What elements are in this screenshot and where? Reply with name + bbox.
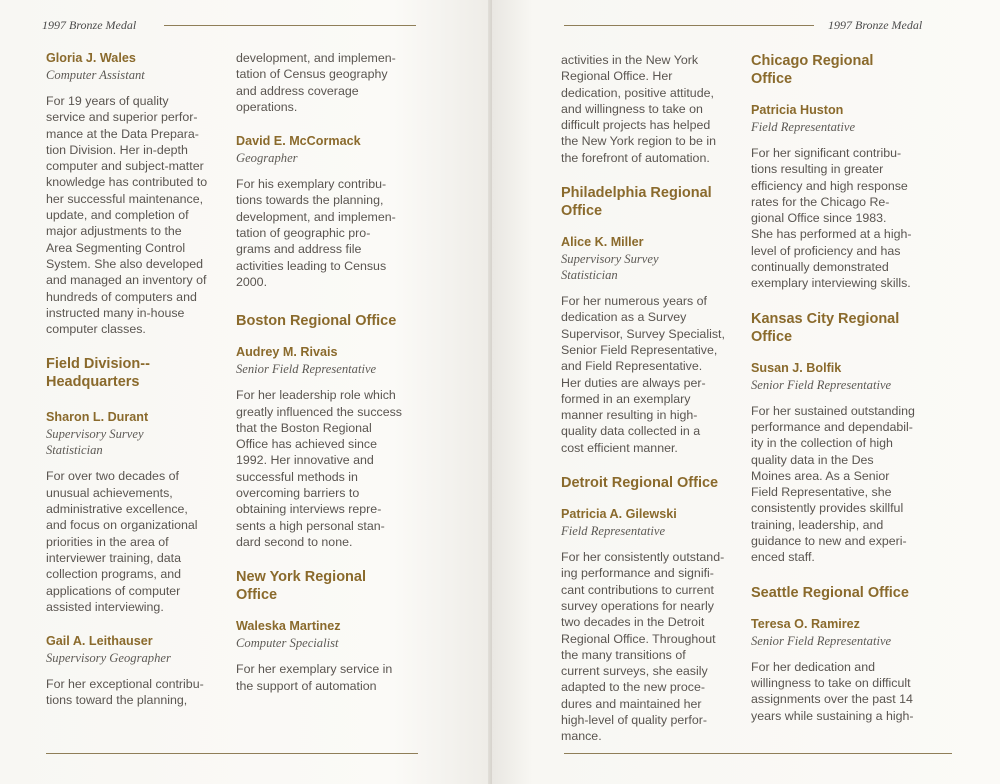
citation-text: For over two decades of unusual achievements, administrative excellence, and focus on organizational priorities in the area of interviewer training, data collection programs, and applications of computer assisted interviewing. xyxy=(46,469,198,614)
awardee-title: Senior Field Representative xyxy=(751,633,892,648)
awardee-title: Senior Field Representative xyxy=(751,377,892,392)
footer-rule xyxy=(46,753,418,754)
left-column-2 xyxy=(236,50,420,694)
awardee-title: Geographer xyxy=(236,151,298,166)
awardee-title: Field Representative xyxy=(561,524,666,539)
awardee-name: Sharon L. Durant xyxy=(46,410,149,425)
citation-text: For her sustained outstanding performance and dependabil- ity in the collection of high quality data in the Des Moines area. As a Senior Field Representative, she consistently provides skillful training, leadership, and guidance to new and experi- enced staff. xyxy=(751,403,915,565)
section-heading: Philadelphia Regional Office xyxy=(561,185,712,220)
continued-text: activities in the New York Regional Office. Her dedication, positive attitude, and willingness to take on difficult projects has helped the New York region to be in the forefront of automation. xyxy=(561,53,716,165)
awardee-name: Susan J. Bolfik xyxy=(751,360,842,375)
section-heading: Boston Regional Office xyxy=(236,313,397,330)
right-column-2 xyxy=(751,52,935,724)
awardee-title: Supervisory Survey Statistician xyxy=(46,427,144,458)
awardee-title: Computer Specialist xyxy=(236,636,339,651)
awardee-name: Teresa O. Ramirez xyxy=(751,616,860,631)
citation-text: For her consistently outstand- ing performance and signifi- cant contributions to current survey operations for nearly two decades in the Detroit Regional Office. Throughout the many transitions of current surveys, she easily adapted to the new proce- dures and maintained her high-level of quality perfor- mance. xyxy=(561,550,725,744)
citation-text: For her exceptional contribu- tions toward the planning, xyxy=(46,677,204,708)
awardee-title: Supervisory Survey Statistician xyxy=(561,252,659,283)
section-heading: Field Division-- Headquarters xyxy=(46,356,150,391)
citation-text: For her significant contribu- tions resulting in greater efficiency and high response rates for the Chicago Re- gional Office since 1983. She has performed at a high- level of proficiency and has continually demonstrated exemplary interviewing skills. xyxy=(751,146,912,291)
section-heading: Detroit Regional Office xyxy=(561,475,719,492)
section-heading: Kansas City Regional Office xyxy=(751,310,900,345)
citation-text: For her dedication and willingness to take on difficult assignments over the past 14 years while sustaining a high- xyxy=(751,659,914,723)
awardee-title: Supervisory Geographer xyxy=(46,651,171,666)
citation-text: For her exemplary service in the support of automation xyxy=(236,662,393,693)
header-rule xyxy=(564,25,814,26)
awardee-name: Gail A. Leithauser xyxy=(46,634,153,649)
awardee-name: Waleska Martinez xyxy=(236,619,341,634)
citation-text: For 19 years of quality service and superior perfor- mance at the Data Prepara- tion Division. Her in-depth computer and subject-matter knowledge has contributed to her successful maintenance, update, and completion of major adjustments to the Area Segmenting Control System. She also developed and managed an inventory of hundreds of computers and instructed many in-house computer classes. xyxy=(46,94,208,337)
citation-text: For his exemplary contribu- tions towards the planning, development, and implemen- tation of geographic pro- grams and address file activities leading to Census 2000. xyxy=(236,177,396,289)
left-page xyxy=(0,0,492,784)
citation-text: For her leadership role which greatly influenced the success that the Boston Regional Office has achieved since 1992. Her innovative and successful methods in overcoming barriers to obtaining interviews repre- sents a high personal stan- dard second to none. xyxy=(236,388,402,549)
awardee-name: David E. McCormack xyxy=(236,134,361,149)
awardee-name: Audrey M. Rivais xyxy=(236,345,338,360)
awardee-title: Senior Field Representative xyxy=(236,362,377,377)
running-head: 1997 Bronze Medal xyxy=(828,18,923,32)
awardee-name: Patricia Huston xyxy=(751,103,844,117)
awardee-title: Field Representative xyxy=(751,120,856,134)
awardee-name: Patricia A. Gilewski xyxy=(561,507,677,522)
awardee-name: Gloria J. Wales xyxy=(46,51,136,65)
running-head: 1997 Bronze Medal xyxy=(42,18,137,32)
section-heading: Chicago Regional Office xyxy=(751,53,874,87)
right-page xyxy=(492,0,1000,784)
header-rule xyxy=(164,25,416,26)
left-column-1 xyxy=(46,50,230,709)
continued-text: development, and implemen- tation of Census geography and address coverage operations. xyxy=(236,51,396,114)
footer-rule xyxy=(564,753,952,754)
section-heading: Seattle Regional Office xyxy=(751,584,909,601)
awardee-title: Computer Assistant xyxy=(46,68,145,82)
right-column-1 xyxy=(561,52,745,745)
section-heading: New York Regional Office xyxy=(236,569,366,604)
awardee-name: Alice K. Miller xyxy=(561,235,644,250)
citation-text: For her numerous years of dedication as a Survey Supervisor, Survey Specialist, Senior Field Representative, and Field Representative. Her duties are always per- formed in an exemplary manner resulting in high- quality data collected in a cost efficient manner. xyxy=(561,294,725,455)
